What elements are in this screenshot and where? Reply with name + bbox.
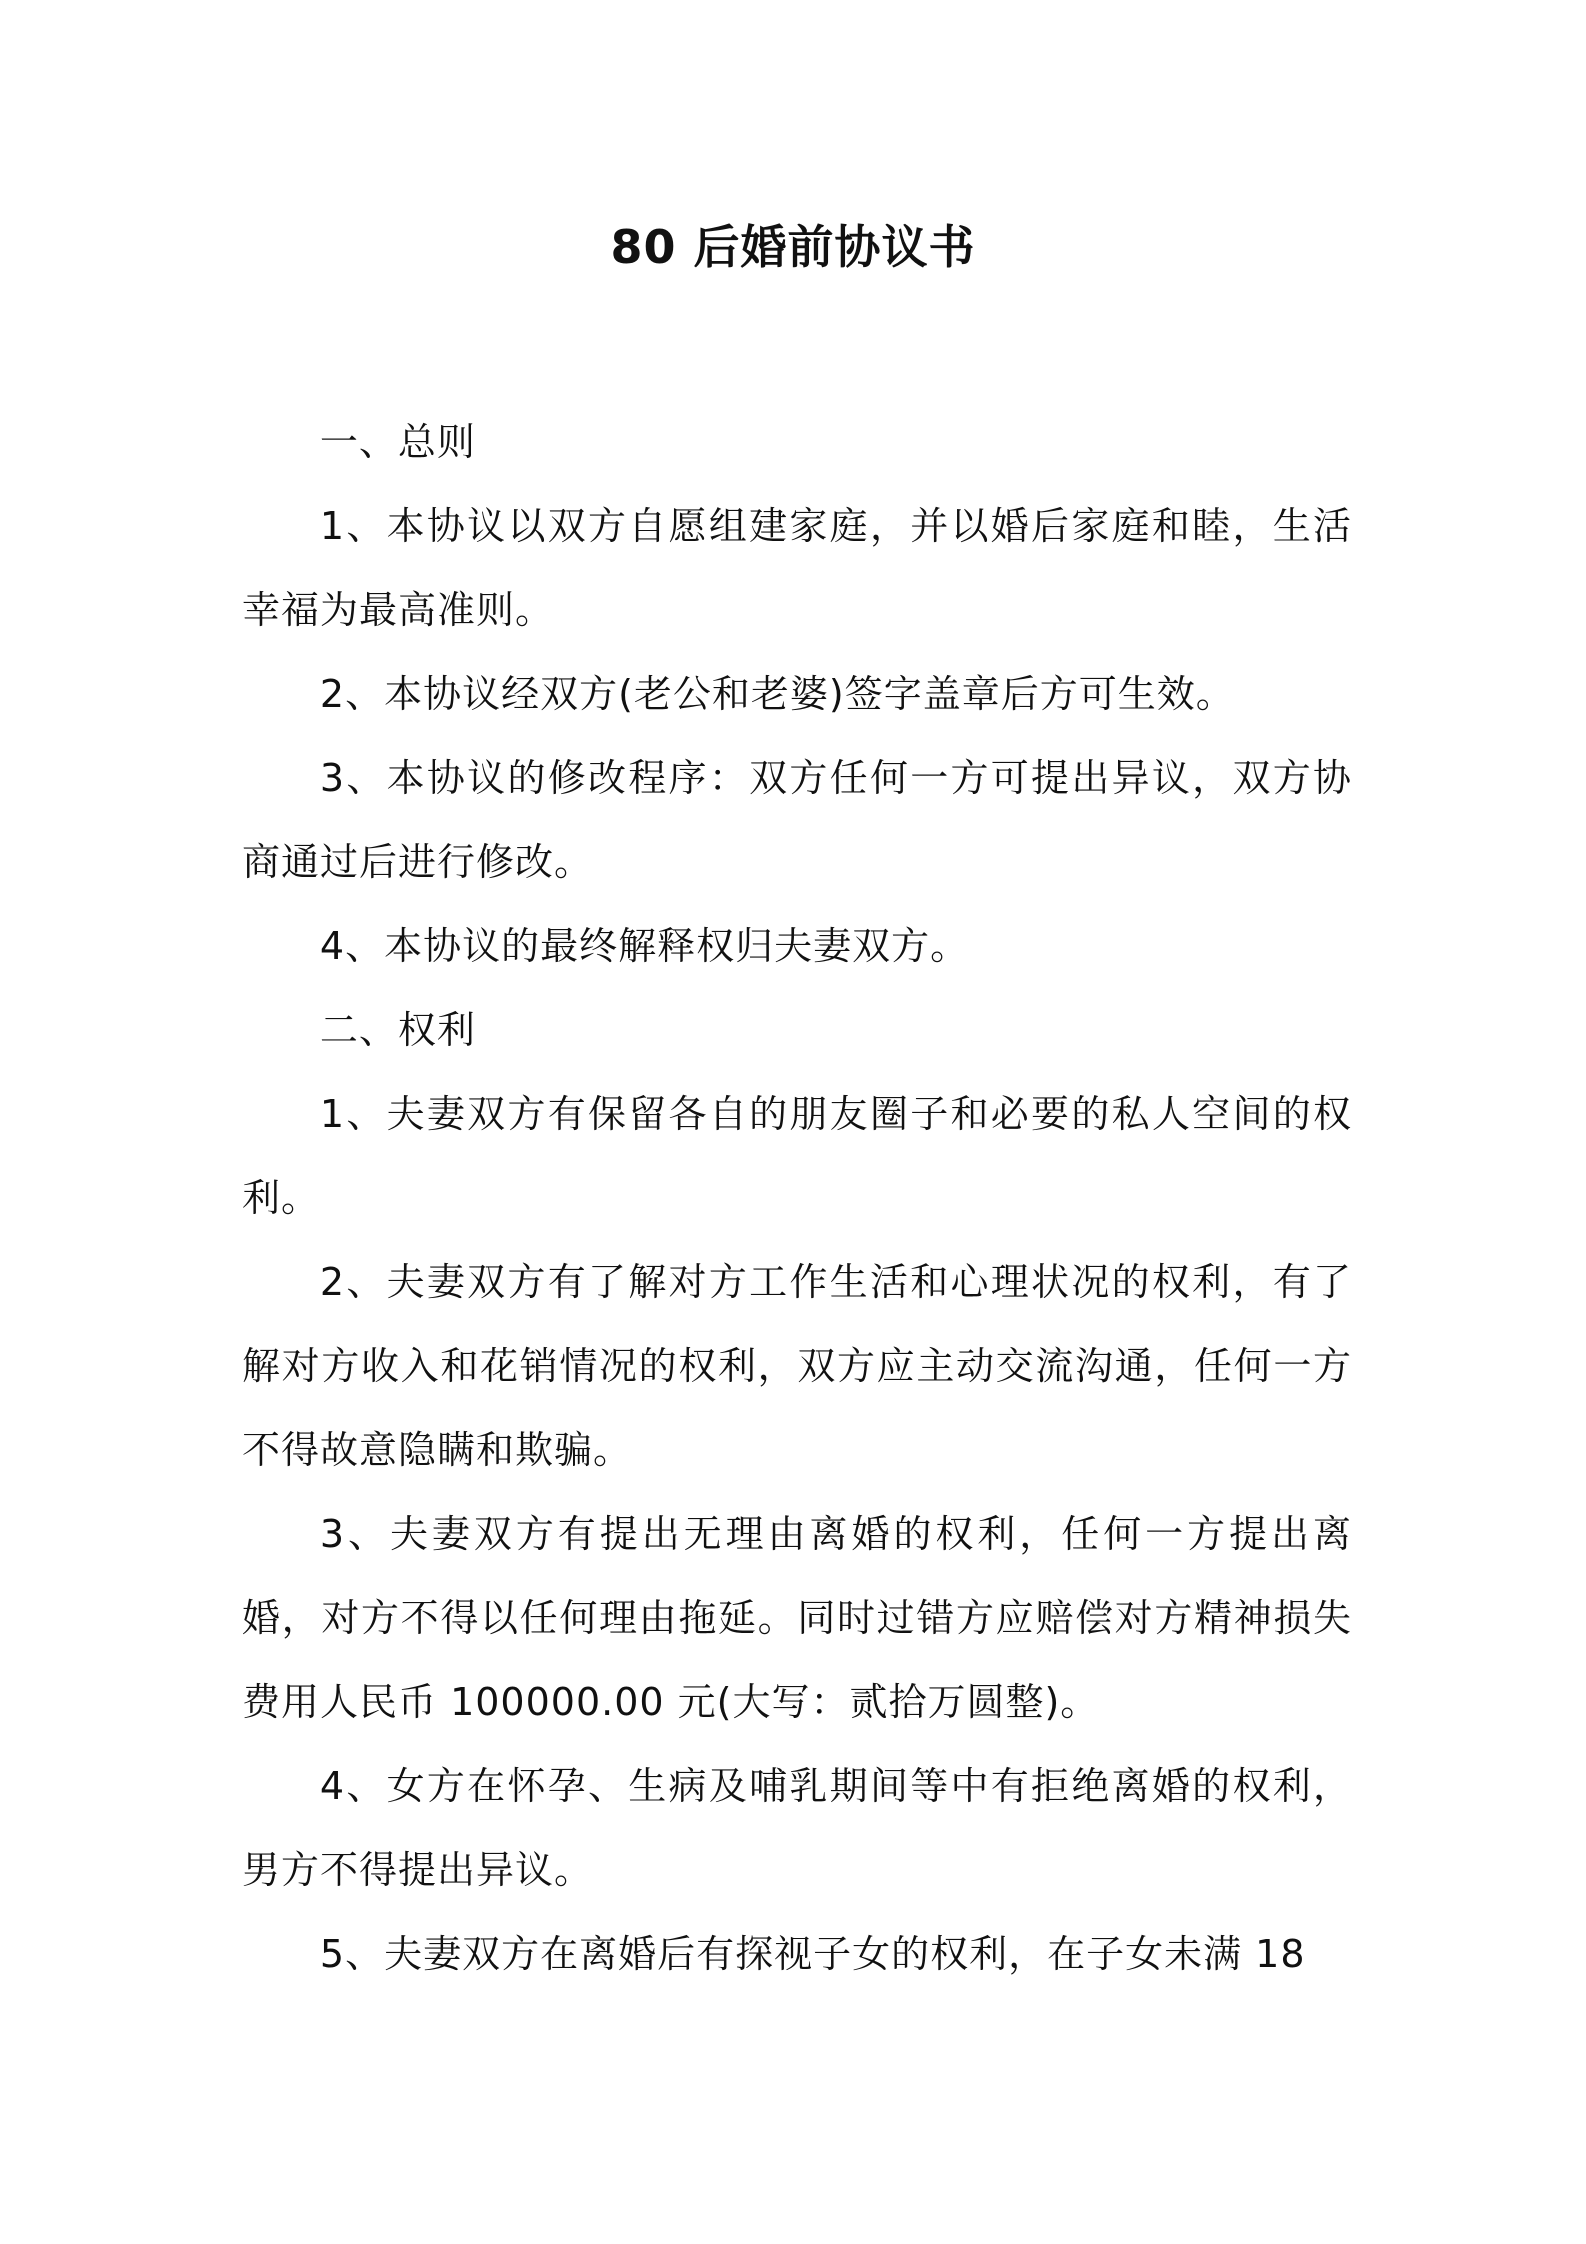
document-title: 80 后婚前协议书 — [610, 220, 976, 274]
rights-clause-1: 1、夫妻双方有保留各自的朋友圈子和必要的私人空间的权利。 — [242, 1092, 1352, 1220]
general-clause-1: 1、本协议以双方自愿组建家庭，并以婚后家庭和睦，生活幸福为最高准则。 — [242, 504, 1352, 632]
section-heading-rights: 二、权利 — [319, 1008, 476, 1052]
general-clause-3: 3、本协议的修改程序：双方任何一方可提出异议，双方协商通过后进行修改。 — [242, 756, 1352, 884]
general-clause-2: 2、本协议经双方(老公和老婆)签字盖章后方可生效。 — [319, 672, 1235, 716]
rights-clause-2: 2、夫妻双方有了解对方工作生活和心理状况的权利，有了解对方收入和花销情况的权利，双方应主动交流沟通，任何一方不得故意隐瞒和欺骗。 — [242, 1260, 1352, 1472]
rights-clause-3: 3、夫妻双方有提出无理由离婚的权利，任何一方提出离婚，对方不得以任何理由拖延。同时过错方应赔偿对方精神损失费用人民币 100000.00 元(大写：贰拾万圆整)。 — [242, 1512, 1352, 1724]
general-clause-4: 4、本协议的最终解释权归夫妻双方。 — [319, 924, 970, 968]
rights-clause-5: 5、夫妻双方在离婚后有探视子女的权利，在子女未满 18 — [319, 1932, 1306, 1976]
rights-clause-4: 4、女方在怀孕、生病及哺乳期间等中有拒绝离婚的权利，男方不得提出异议。 — [242, 1764, 1352, 1892]
document-body — [242, 400, 1352, 1996]
section-heading-general: 一、总则 — [319, 420, 476, 464]
